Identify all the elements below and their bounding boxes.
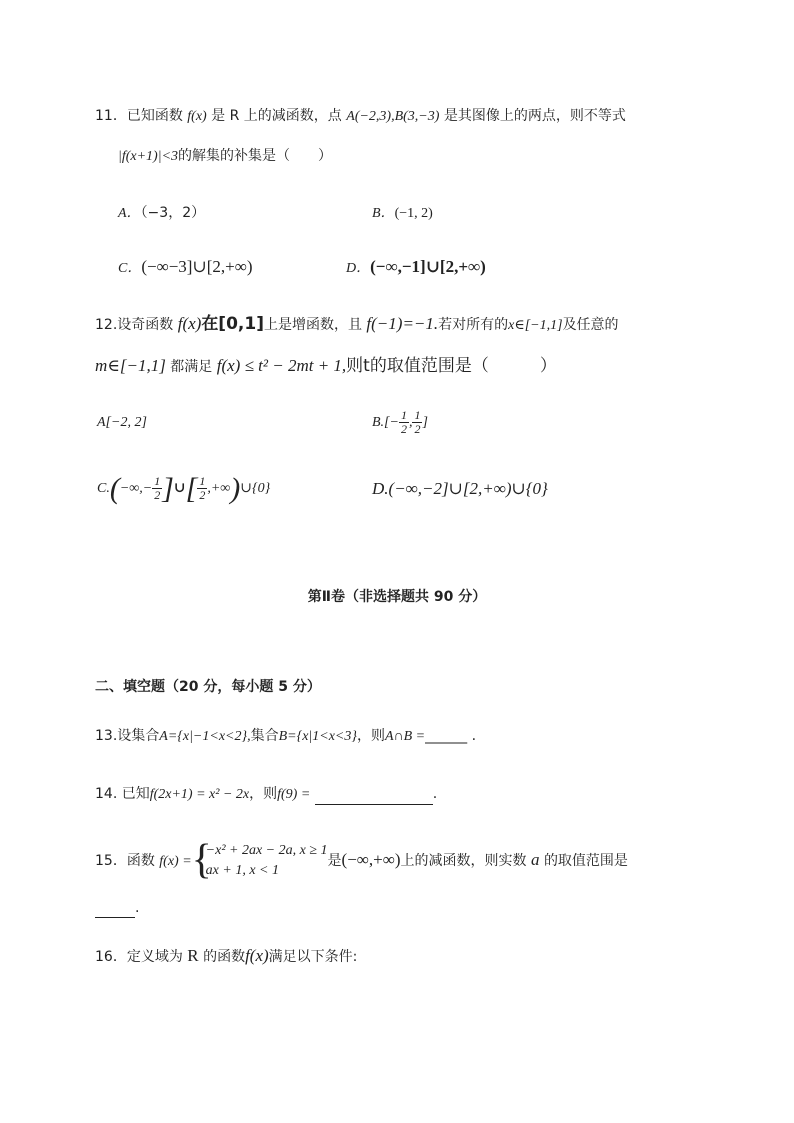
- q13-text: 设集合: [117, 728, 160, 744]
- q12-text: 及任意的: [562, 317, 619, 333]
- piecewise-row: ax + 1, x < 1: [205, 863, 279, 878]
- option-label: A．: [118, 206, 141, 221]
- q12-line1: [95, 314, 619, 336]
- option-value: （−3，2）: [140, 205, 206, 221]
- q15-text: .: [135, 900, 140, 916]
- q11-option-c: [118, 257, 252, 279]
- q13-set-a: A={x|−1<x<2},: [159, 729, 251, 744]
- q12-text: 若对所有的: [438, 317, 509, 333]
- q13-text: ，则: [356, 728, 385, 744]
- q15-text: 的取值范围是: [543, 853, 628, 869]
- q16-text: 满足以下条件:: [268, 949, 358, 965]
- q15-text: 是: [327, 853, 342, 869]
- q16-text: 的函数: [203, 949, 246, 965]
- q12-m-range: m∈[−1,1]: [95, 356, 166, 375]
- bracket: [: [185, 471, 198, 505]
- q11-line1: [95, 106, 626, 127]
- q12-option-a: [97, 413, 147, 433]
- q15-function: f(x) =: [159, 854, 192, 869]
- q13-expression: A∩B =: [384, 729, 426, 744]
- q13-line: [95, 726, 476, 747]
- numerator: 1: [414, 408, 421, 423]
- piecewise-row: −x² + 2ax − 2a, x ≥ 1: [205, 843, 328, 858]
- q12-text: 则t的取值范围是（ ）: [346, 356, 557, 376]
- q11-text: 是 R 上的减函数，点: [211, 108, 342, 124]
- q12-text: 上是增函数，且: [263, 317, 362, 333]
- q12-option-d: [372, 479, 548, 499]
- brace: {: [191, 837, 212, 883]
- denominator: 2: [400, 422, 407, 437]
- part2-title: 二、填空题（20 分，每小题 5 分）: [95, 679, 321, 695]
- piecewise-definition: [191, 837, 328, 883]
- q13-text: 集合: [250, 728, 279, 744]
- q14-line: [95, 784, 437, 805]
- q11-line2: [118, 146, 332, 167]
- q15-number: 15．: [95, 853, 127, 869]
- q12-x-range: x∈[−1,1]: [508, 318, 563, 333]
- q12-option-b: [372, 403, 428, 443]
- q14-question: f(9) =: [277, 787, 311, 802]
- option-text: ,+∞: [207, 481, 231, 496]
- q15-range: (−∞,+∞): [341, 850, 401, 869]
- numerator: 1: [199, 474, 206, 489]
- q16-number: 16．: [95, 949, 127, 965]
- option-value: (−1, 2): [394, 206, 433, 221]
- fraction: [412, 409, 422, 436]
- answer-blank[interactable]: ______: [425, 728, 468, 744]
- bracket: ]: [162, 471, 174, 505]
- option-text: ∪{0}: [240, 481, 271, 496]
- fraction: [197, 475, 207, 502]
- q11-number: 11．: [95, 108, 127, 124]
- q12-function: f(x): [177, 314, 202, 333]
- q14-number: 14.: [95, 786, 118, 802]
- option-value: A[−2, 2]: [97, 415, 147, 430]
- q13-number: 13.: [95, 728, 118, 744]
- q12-text: 设奇函数: [117, 317, 174, 333]
- union-symbol: ∪: [173, 481, 186, 496]
- q14-text: .: [432, 786, 438, 802]
- bracket: ): [230, 471, 241, 505]
- q12-condition: f(−1)=−1.: [366, 314, 439, 333]
- q12-option-c: [97, 467, 270, 511]
- q11-inequality: |f(x+1)|<3: [118, 149, 179, 164]
- q11-text: 是其图像上的两点，则不等式: [443, 108, 626, 124]
- option-text: B.[−: [372, 415, 399, 430]
- answer-blank[interactable]: [95, 903, 135, 918]
- q15-variable: a: [530, 850, 540, 869]
- numerator: 1: [154, 474, 161, 489]
- option-label: C．: [118, 261, 142, 276]
- q14-text: 已知: [121, 786, 150, 802]
- option-text: ]: [422, 415, 428, 430]
- q14-expression: f(2x+1) = x² − 2x: [149, 787, 250, 802]
- bracket: (: [109, 471, 120, 505]
- option-value: D.(−∞,−2]∪[2,+∞)∪{0}: [372, 479, 548, 498]
- option-text: ,: [408, 415, 413, 430]
- q12-inequality: f(x) ≤ t² − 2mt + 1,: [216, 356, 347, 375]
- denominator: 2: [154, 488, 161, 503]
- option-label: D．: [346, 261, 371, 276]
- q11-function: f(x): [187, 109, 207, 124]
- option-value: (−∞−3]∪[2,+∞): [141, 257, 253, 276]
- q15-text: 上的减函数，则实数: [400, 853, 527, 869]
- numerator: 1: [400, 408, 407, 423]
- denominator: 2: [414, 422, 421, 437]
- q13-text: .: [471, 728, 477, 744]
- q11-option-b: [372, 203, 433, 224]
- q16-line: [95, 946, 357, 967]
- q16-set-r: R: [187, 946, 199, 965]
- fraction: [152, 475, 162, 502]
- option-label: B．: [372, 206, 395, 221]
- q15-answer-line: [95, 898, 139, 918]
- option-text: C.: [97, 481, 110, 496]
- q11-option-a: [118, 203, 205, 224]
- q15-text: 函数: [126, 853, 155, 869]
- denominator: 2: [199, 488, 206, 503]
- option-text: −∞,−: [119, 481, 153, 496]
- q11-points: A(−2,3),B(3,−3): [346, 109, 440, 124]
- q11-text: 已知函数: [126, 108, 183, 124]
- q13-set-b: B={x|1<x<3}: [278, 729, 357, 744]
- q15-line: [95, 838, 628, 884]
- q12-interval: 在[0,1]: [201, 314, 264, 334]
- q16-text: 定义域为: [126, 949, 183, 965]
- section-title: 第Ⅱ卷（非选择题共 90 分）: [307, 589, 487, 605]
- q16-function: f(x): [245, 946, 269, 965]
- q12-line2: [95, 356, 557, 377]
- q14-text: ，则: [249, 786, 278, 802]
- answer-blank[interactable]: [315, 788, 433, 805]
- q12-number: 12.: [95, 317, 118, 333]
- fraction: [399, 409, 409, 436]
- q11-option-d: [346, 257, 486, 279]
- option-value: (−∞,−1]∪[2,+∞): [370, 257, 486, 276]
- q12-text: 都满足: [170, 359, 213, 375]
- q11-text: 的解集的补集是（ ）: [178, 148, 333, 164]
